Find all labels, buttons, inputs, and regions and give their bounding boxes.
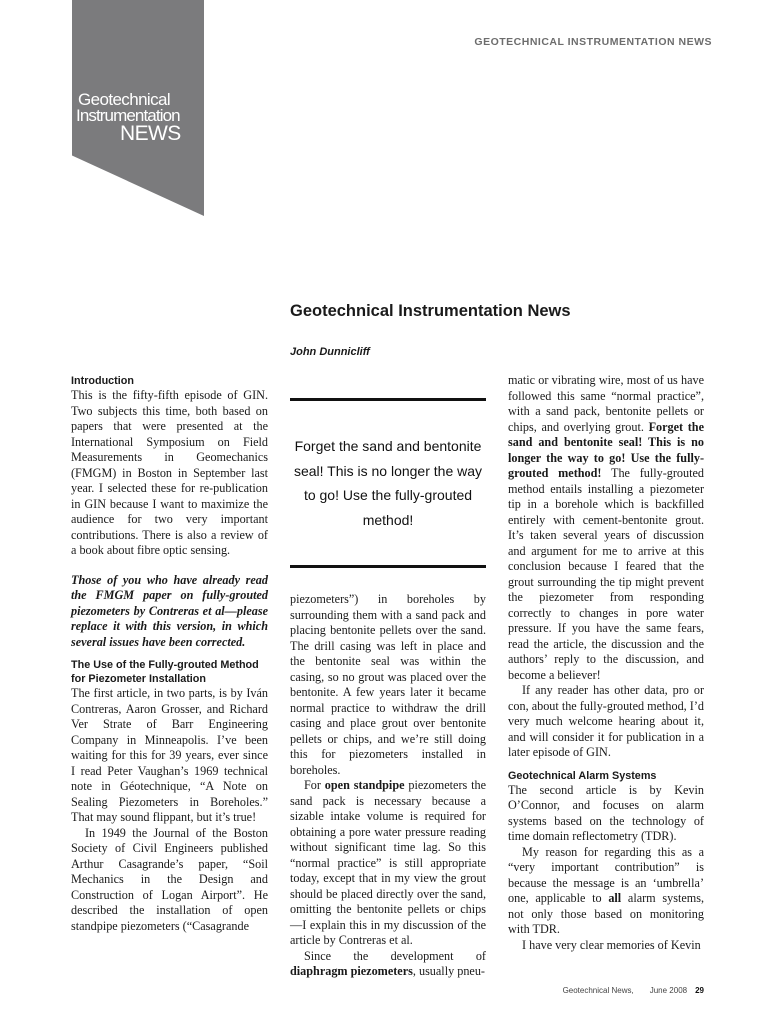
paragraph: I have very clear memories of Kevin — [522, 937, 701, 952]
intro-paragraph: This is the fifty-fifth episode of GIN. Two subjects this time, both based on papers that were presented at the International Symposium on Field Measurements in Geomechanics (FMGM) in Boston in September last year. I selected these for re-publication in GIN because I want to maximize the audience for two very important contributions. There is also a review of a book about fibre optic sensing. — [71, 388, 268, 557]
bold-term: diaphragm piezometers — [290, 964, 413, 978]
correction-notice: Those of you who have already read the FMGM paper on fully-grouted piezometers by Contreras et al—please replace it with this version, in which several issues have been corrected. — [71, 572, 268, 649]
page-number: 29 — [695, 986, 704, 995]
logo-line-3: NEWS — [120, 122, 181, 146]
logo-line-2: Instrumentation — [76, 106, 180, 126]
author-byline: John Dunnicliff — [290, 346, 370, 358]
paragraph: If any reader has other data, pro or con, about the fully-grouted method, I’d very much welcome hearing about it, and will consider it for publication in a later episode of GIN. — [508, 683, 704, 759]
section-heading-alarm-systems: Geotechnical Alarm Systems — [508, 769, 657, 782]
running-head: GEOTECHNICAL INSTRUMENTATION NEWS — [474, 36, 712, 48]
pull-quote — [290, 398, 486, 568]
paragraph: In 1949 the Journal of the Boston Society of Civil Engineers published Arthur Casagrande’s paper, “Soil Mechanics in the Design and Construction of Logan Airport”. He described the installation of open standpipe piezometers (“Casagrande — [71, 825, 268, 933]
bold-statement: Forget the sand and bentonite seal! This is no longer the way to go! Use the fully-grouted method! — [508, 419, 704, 480]
paragraph: The first article, in two parts, is by Iván Contreras, Aaron Grosser, and Richard Ver Strate of Barr Engineering Company in Minneapolis. I’ve been waiting for this for 39 years, ever since I read Peter Vaughan’s 1969 technical note in Géotechnique, “A Note on Sealing Piezometers in Boreholes.” That may sound flippant, but it’s true! — [71, 686, 268, 824]
section-heading-fully-grouted: The Use of the Fully-grouted Method for Piezometer Installation — [71, 659, 259, 685]
paragraph: My reason for regarding this as a “very important contribution” is because the message is an ‘umbrella’ one, applicable to all alarm systems, not only those based on monitoring with TDR. — [508, 844, 705, 936]
footer-date: June 2008 — [649, 986, 688, 995]
article-title: Geotechnical Instrumentation News — [290, 302, 571, 320]
column-1 — [71, 374, 268, 934]
paragraph: For open standpipe piezometers the sand pack is necessary because a sizable intake volume is required for obtaining a pore water pressure reading without significant time lag. So this “normal practice” is still appropriate today, except that in my view the grout should be placed directly over the sand, omitting the bentonite pellets or chips—I explain this in my discussion of the article by Contreras et al. — [290, 778, 486, 947]
intro-heading: Introduction — [71, 375, 134, 387]
footer-publication: Geotechnical News, — [562, 986, 634, 995]
column-2 — [290, 592, 486, 980]
logo-line-1: Geotechnical — [78, 90, 171, 109]
bold-term: open standpipe — [324, 778, 405, 792]
paragraph: matic or vibrating wire, most of us have followed this same “normal practice”, with a sand pack, bentonite pellets or chips, and overlying grout. Forget the sand and bentonite seal! This is no longer the way to go! Use the fully-grouted method! The fully-grouted method entails installing a piezometer tip in a borehole which is backfilled entirely with cement-bentonite grout. It’s taken several years of discussion and argument for me to arrive at this conclusion because I feared that the grout surrounding the tip might prevent the piezometer from responding correctly to changes in pore water pressure. If you have the same fears, read the article, the discussion and the authors’ reply to the discussion, and become a believer! — [508, 373, 704, 682]
paragraph: The second article is by Kevin O’Connor, and focuses on alarm systems based on the technology of time domain reflectometry (TDR). — [508, 782, 704, 843]
bold-term: all — [608, 891, 622, 905]
pull-quote-text: Forget the sand and bentonite seal! This is no longer the way to go! Use the fully-grouted method! — [293, 438, 483, 528]
column-3 — [508, 373, 704, 953]
paragraph: Since the development of diaphragm piezometers, usually pneu- — [290, 948, 486, 978]
page-footer — [563, 986, 704, 995]
gin-logo — [78, 92, 202, 144]
paragraph: piezometers”) in boreholes by surrounding them with a sand pack and placing bentonite pellets over the sand. The drill casing was left in place and the bentonite seal was within the casing, so no grout was placed over the bentonite. A few years later it became normal practice to withdraw the drill casing and place grout over bentonite pellets or chips, and we’re still doing this for piezometers installed in boreholes. — [290, 592, 486, 777]
